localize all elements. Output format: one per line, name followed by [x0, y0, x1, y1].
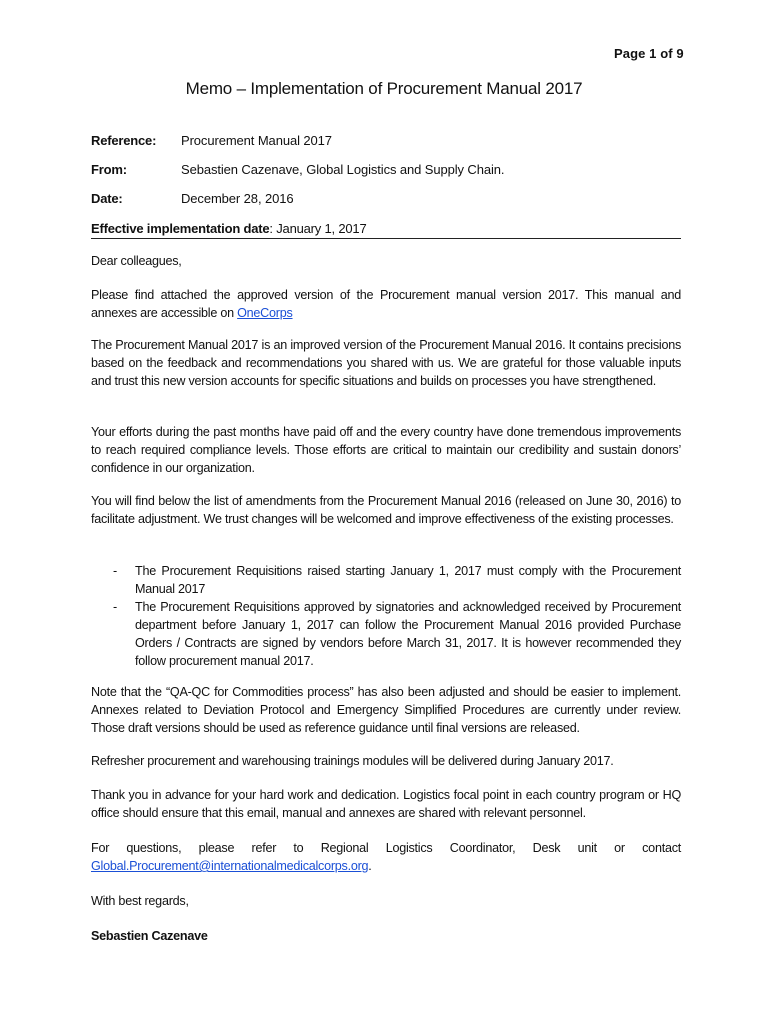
paragraph-efforts: Your efforts during the past months have paid off and the every country have done tremendous improvements to reach required compliance levels. Those efforts are critical to maintain our credibility and sustain donors’ confidence in our organization. — [91, 425, 681, 475]
date-label: Date: — [91, 191, 123, 206]
paragraph-questions-end: . — [368, 859, 372, 873]
effective-date-value: : January 1, 2017 — [269, 221, 367, 236]
bullet-dash: - — [113, 600, 117, 614]
paragraph-thanks: Thank you in advance for your hard work and dedication. Logistics focal point in each country program or HQ office should ensure that this email, manual and annexes are shared with relevant personnel. — [91, 788, 681, 820]
paragraph-improved-version: The Procurement Manual 2017 is an improved version of the Procurement Manual 2016. It contains precisions based on the feedback and recommendations you shared with us. We are grateful for those valuable inputs and trust this new version accounts for specific situations and builds on processes you have strengthened. — [91, 338, 681, 388]
paragraph-amendments: You will find below the list of amendments from the Procurement Manual 2016 (released on June 30, 2016) to facilitate adjustment. We trust changes will be welcomed and improve effectiveness of the existing processes. — [91, 494, 681, 526]
list-item-text: The Procurement Requisitions raised starting January 1, 2017 must comply with the Procurement Manual 2017 — [135, 564, 681, 596]
effective-date-row — [91, 221, 366, 236]
from-value: Sebastien Cazenave, Global Logistics and Supply Chain. — [181, 162, 505, 177]
paragraph-intro-text: Please find attached the approved version of the Procurement manual version 2017. This manual and annexes are accessible on — [91, 288, 681, 320]
reference-label: Reference: — [91, 133, 157, 148]
paragraph-qa-qc: Note that the “QA-QC for Commodities process” has also been adjusted and should be easier to implement. Annexes related to Deviation Protocol and Emergency Simplified Procedures are currently under review. Those draft versions should be used as reference guidance until final versions are released. — [91, 685, 681, 735]
list-item-text: The Procurement Requisitions approved by signatories and acknowledged received by Procurement department before January 1, 2017 can follow the Procurement Manual 2016 provided Purchase Orders / Contracts are signed by vendors before March 31, 2017. It is however recommended they follow procurement manual 2017. — [135, 600, 681, 668]
page-number: Page 1 of 9 — [614, 46, 684, 61]
onecorps-link[interactable]: OneCorps — [237, 306, 293, 320]
procurement-email-link[interactable]: Global.Procurement@internationalmedicalcorps.org — [91, 859, 369, 873]
date-value: December 28, 2016 — [181, 191, 294, 206]
closing: With best regards, — [91, 894, 189, 908]
list-item — [91, 598, 681, 670]
page-title: Memo – Implementation of Procurement Manual 2017 — [185, 79, 583, 98]
from-label: From: — [91, 162, 127, 177]
greeting: Dear colleagues, — [91, 254, 182, 268]
amendments-list — [91, 562, 681, 670]
paragraph-intro — [91, 286, 681, 322]
effective-date-label: Effective implementation date — [91, 221, 270, 236]
bullet-dash: - — [113, 564, 117, 578]
reference-value: Procurement Manual 2017 — [181, 133, 332, 148]
paragraph-questions-text: For questions, please refer to Regional Logistics Coordinator, Desk unit or contact — [91, 841, 681, 855]
paragraph-trainings: Refresher procurement and warehousing trainings modules will be delivered during January 2017. — [91, 754, 614, 768]
list-item — [91, 562, 681, 598]
paragraph-questions — [91, 839, 681, 875]
header-divider — [91, 238, 681, 239]
signature: Sebastien Cazenave — [91, 929, 208, 943]
